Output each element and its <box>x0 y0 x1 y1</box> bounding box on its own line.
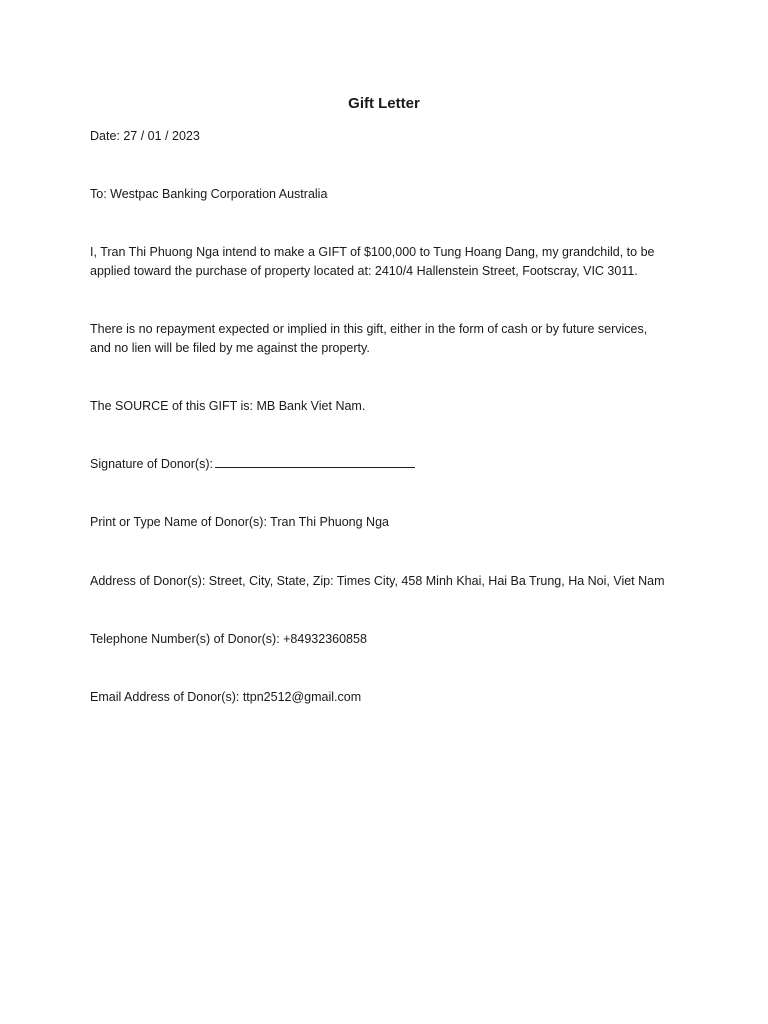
signature-line <box>90 455 680 474</box>
gift-intent-paragraph <box>90 243 680 281</box>
repayment-line-1: There is no repayment expected or implied in this gift, either in the form of cash or by future services, <box>90 322 648 336</box>
gift-intent-line-2: applied toward the purchase of property located at: 2410/4 Hallenstein Street, Footscray, VIC 3011. <box>90 264 638 278</box>
repayment-line-2: and no lien will be filed by me against the property. <box>90 341 370 355</box>
donor-name-line: Print or Type Name of Donor(s): Tran Thi Phuong Nga <box>90 515 389 529</box>
donor-address-line: Address of Donor(s): Street, City, State, Zip: Times City, 458 Minh Khai, Hai Ba Trung, Ha Noi, Viet Nam <box>90 574 665 588</box>
signature-label: Signature of Donor(s): <box>90 457 213 471</box>
repayment-paragraph <box>90 320 680 358</box>
gift-intent-line-1: I, Tran Thi Phuong Nga intend to make a GIFT of $100,000 to Tung Hoang Dang, my grandchild, to be <box>90 245 655 259</box>
recipient-line: To: Westpac Banking Corporation Australia <box>90 187 328 201</box>
signature-field <box>215 455 415 468</box>
gift-source-line: The SOURCE of this GIFT is: MB Bank Viet Nam. <box>90 399 366 413</box>
date-line: Date: 27 / 01 / 2023 <box>90 129 200 143</box>
donor-telephone-line: Telephone Number(s) of Donor(s): +84932360858 <box>90 632 367 646</box>
donor-email-line: Email Address of Donor(s): ttpn2512@gmail.com <box>90 690 362 704</box>
document-title: Gift Letter <box>348 95 420 112</box>
